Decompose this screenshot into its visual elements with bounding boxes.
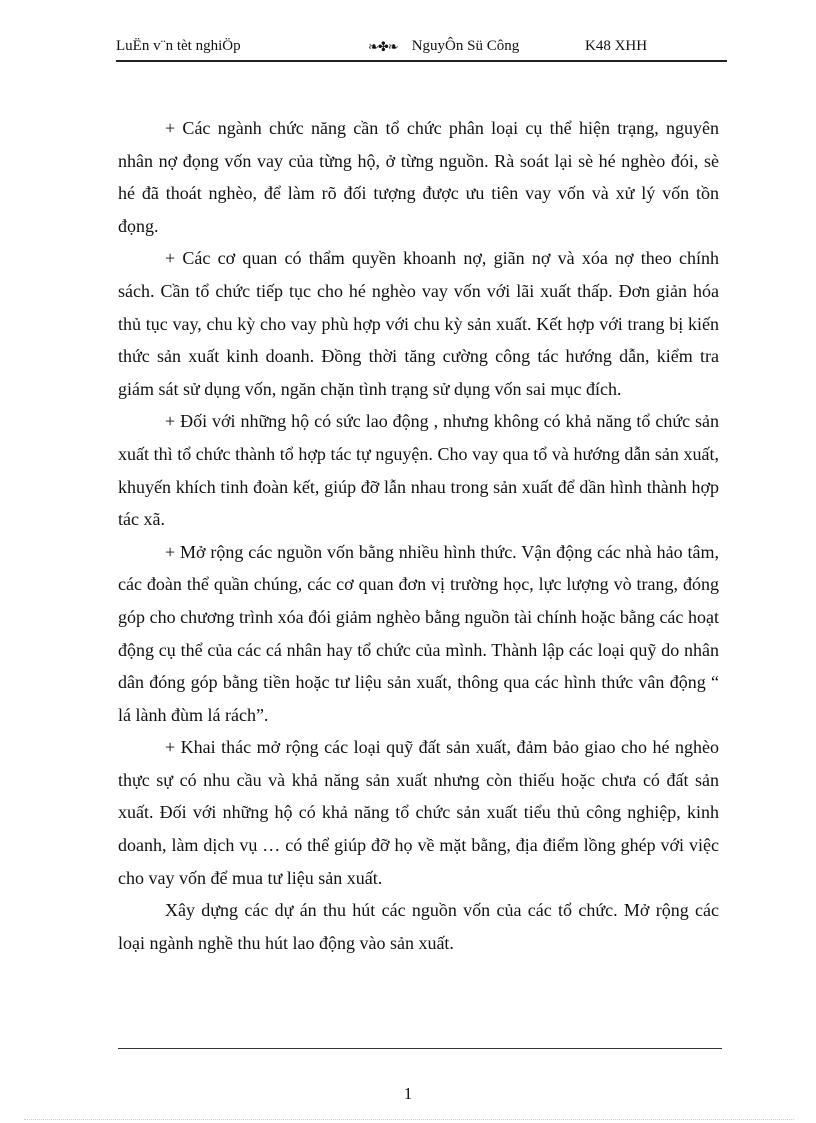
paragraph: + Các cơ quan có thẩm quyền khoanh nợ, giãn nợ và xóa nợ theo chính sách. Cần tổ chức tiếp tục cho hé nghèo vay vốn với lãi xuất thấp. Đơn giản hóa thủ tục vay, chu kỳ cho vay phù hợp với chu kỳ sản xuất. Kết hợp với trang bị kiến thức sản xuất kinh doanh. Đồng thời tăng cường công tác hướng dẫn, kiểm tra giám sát sử dụng vốn, ngăn chặn tình trạng sử dụng vốn sai mục đích. [118,248,719,399]
author-block [368,38,519,55]
page-number: 1 [403,1084,413,1103]
paragraph: + Đối với những hộ có sức lao động , nhưng không có khả năng tổ chức sản xuất thì tổ chức thành tổ hợp tác tự nguyện. Cho vay qua tổ và hướng dẫn sản xuất, khuyến khích tinh đoàn kết, giúp đỡ lẫn nhau trong sản xuất để dần hình thành hợp tác xã. [118,411,719,530]
ornament-icon: ❧✤❧ [368,38,398,54]
paragraph: + Mở rộng các nguồn vốn bằng nhiều hình thức. Vận động các nhà hảo tâm, các đoàn thể quần chúng, các cơ quan đơn vị trường học, lực lượng vò trang, đóng góp cho chương trình xóa đói giảm nghèo bằng nguồn tài chính hoặc bằng các hoạt động cụ thể của các cá nhân hay tổ chức của mình. Thành lập các loại quỹ do nhân dân đóng góp bằng tiền hoặc tư liệu sản xuất, thông qua các hình thức vân động “ lá lành đùm lá rách”. [118,541,719,725]
paragraph: + Khai thác mở rộng các loại quỹ đất sản xuất, đảm bảo giao cho hé nghèo thực sự có nhu cầu và khả năng sản xuất nhưng còn thiếu hoặc chưa có đất sản xuất. Đối với những hộ có khả năng tổ chức sản xuất tiểu thủ công nghiệp, kinh doanh, làm dịch vụ … có thể giúp đỡ họ về mặt bằng, địa điểm lồng ghép với việc cho vay vốn để mua tư liệu sản xuất. [118,737,719,888]
header-rule [116,60,727,62]
author-name: NguyÔn Sü Công [411,38,520,54]
thesis-title: LuËn v¨n tèt nghiÖp [116,38,241,54]
class-code: K48 XHH [585,38,648,54]
body-text [118,112,719,959]
paragraph: Xây dựng các dự án thu hút các nguồn vốn của các tổ chức. Mở rộng các loại ngành nghề thu hút lao động vào sản xuất. [118,900,719,953]
page-boundary [24,1119,794,1120]
paragraph: + Các ngành chức năng cần tổ chức phân loại cụ thể hiện trạng, nguyên nhân nợ đọng vốn vay của từng hộ, ở từng nguồn. Rà soát lại sè hé nghèo đói, sè hé đã thoát nghèo, để làm rõ đối tượng được ưu tiên vay vốn và xử lý vốn tồn đọng. [118,118,719,236]
page-header [116,38,726,60]
footer-rule [118,1048,722,1049]
